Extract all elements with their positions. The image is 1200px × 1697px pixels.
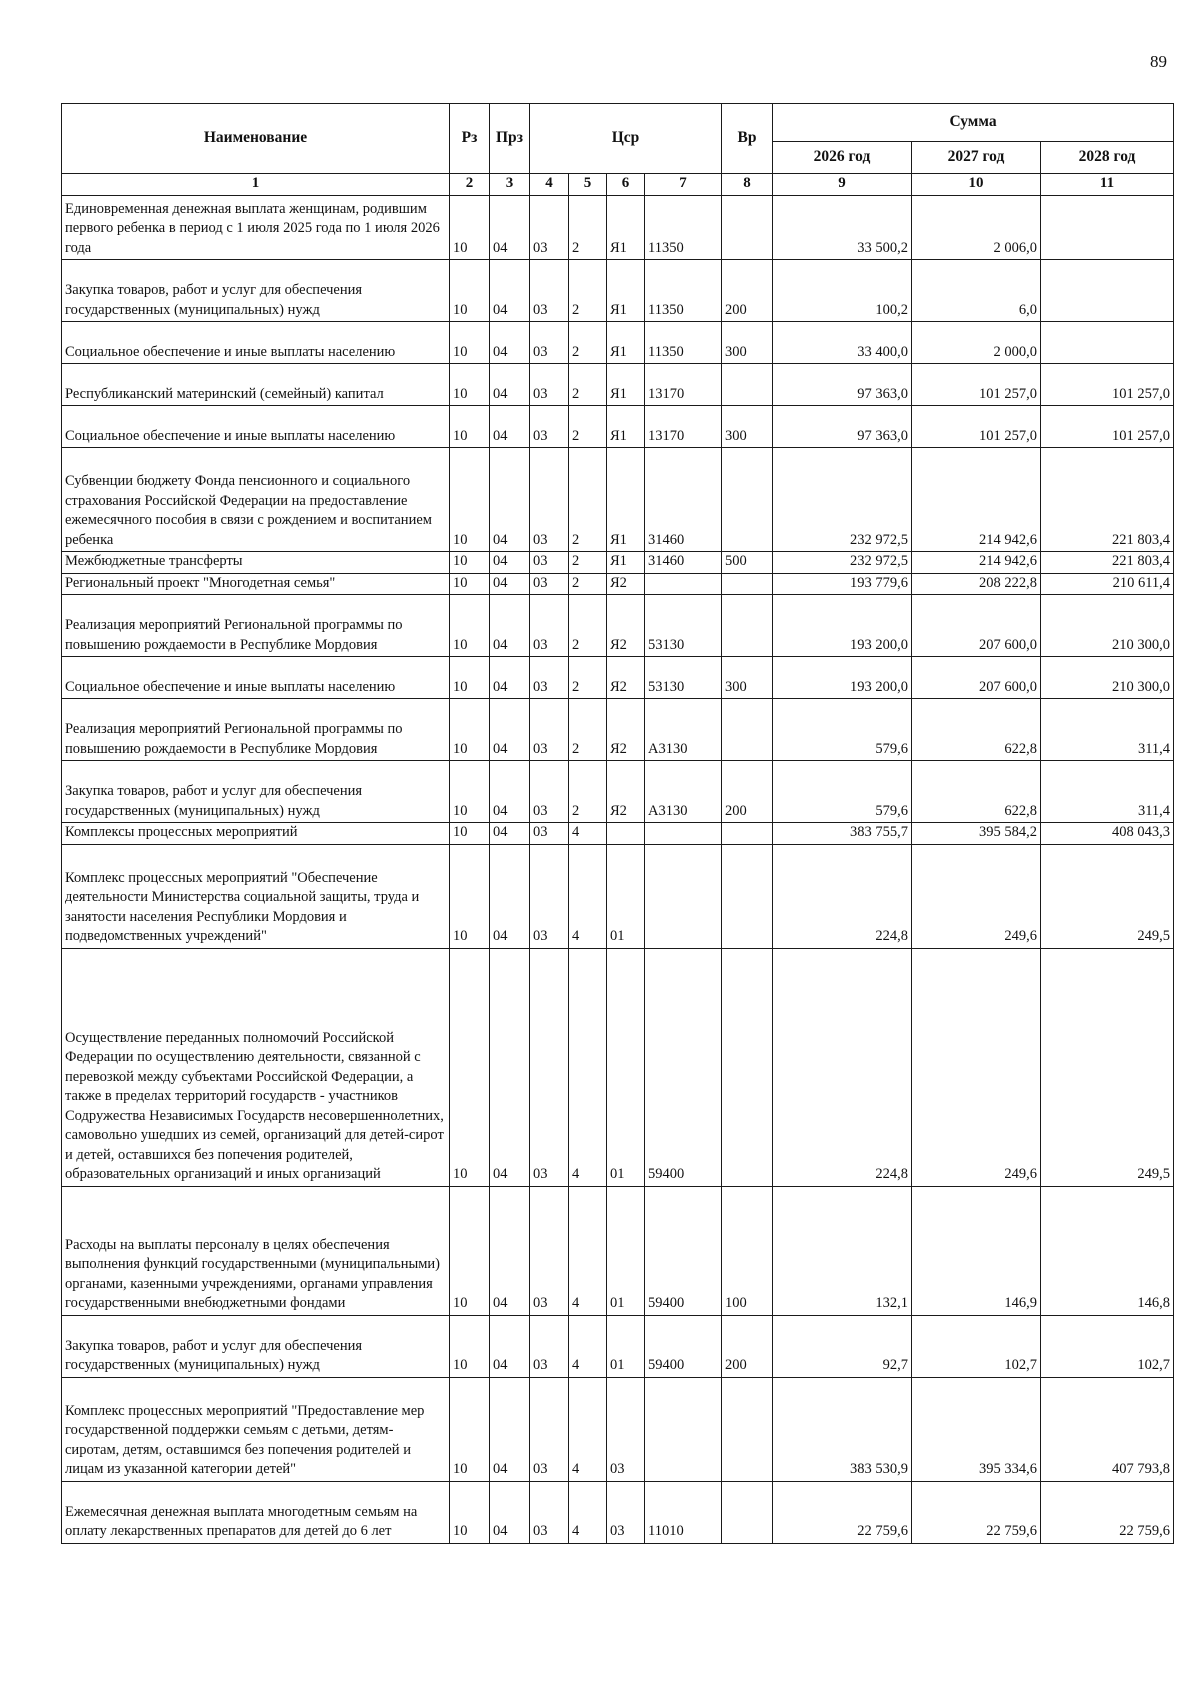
row-amount-2028: 407 793,8 xyxy=(1041,1377,1174,1481)
row-csr-4-cell: 03 xyxy=(530,322,569,364)
header-vr: Вр xyxy=(722,104,773,174)
header-name: Наименование xyxy=(62,104,450,174)
column-number: 7 xyxy=(645,174,722,196)
column-number: 6 xyxy=(607,174,645,196)
table-row xyxy=(62,823,1174,845)
row-csr-5-cell: 2 xyxy=(569,761,607,823)
table-row xyxy=(62,1481,1174,1543)
row-amount-2026: 232 972,5 xyxy=(773,448,912,552)
row-csr-7-cell: 59400 xyxy=(645,948,722,1186)
row-csr-4-cell: 03 xyxy=(530,573,569,595)
table-row xyxy=(62,761,1174,823)
row-name-cell: Ежемесячная денежная выплата многодетным семьям на оплату лекарственных препаратов для детей до 6 лет xyxy=(62,1481,450,1543)
table-row xyxy=(62,364,1174,406)
row-csr-6-cell: Я2 xyxy=(607,761,645,823)
row-amount-2027: 207 600,0 xyxy=(912,657,1041,699)
row-amount-2026: 92,7 xyxy=(773,1315,912,1377)
row-csr-7-cell: 11010 xyxy=(645,1481,722,1543)
row-csr-4-cell: 03 xyxy=(530,823,569,845)
row-csr-4-cell: 03 xyxy=(530,761,569,823)
row-amount-2027: 146,9 xyxy=(912,1186,1041,1315)
column-number: 5 xyxy=(569,174,607,196)
row-csr-5-cell: 2 xyxy=(569,699,607,761)
row-name-cell: Региональный проект "Многодетная семья" xyxy=(62,573,450,595)
row-rz-cell: 10 xyxy=(450,595,490,657)
row-amount-2027: 395 334,6 xyxy=(912,1377,1041,1481)
header-year-2026: 2026 год xyxy=(773,142,912,174)
column-number: 10 xyxy=(912,174,1041,196)
row-name-cell: Социальное обеспечение и иные выплаты населению xyxy=(62,657,450,699)
row-amount-2028: 22 759,6 xyxy=(1041,1481,1174,1543)
row-amount-2028: 210 300,0 xyxy=(1041,657,1174,699)
row-vr-cell: 200 xyxy=(722,761,773,823)
row-csr-6-cell: Я2 xyxy=(607,699,645,761)
table-header xyxy=(62,104,1174,196)
row-amount-2028: 221 803,4 xyxy=(1041,448,1174,552)
row-csr-4-cell: 03 xyxy=(530,948,569,1186)
row-name-cell: Межбюджетные трансферты xyxy=(62,552,450,574)
row-amount-2026: 33 400,0 xyxy=(773,322,912,364)
row-csr-4-cell: 03 xyxy=(530,1315,569,1377)
row-csr-4-cell: 03 xyxy=(530,364,569,406)
column-number: 1 xyxy=(62,174,450,196)
row-amount-2027: 6,0 xyxy=(912,260,1041,322)
header-year-2027: 2027 год xyxy=(912,142,1041,174)
row-csr-7-cell xyxy=(645,573,722,595)
row-rz-cell: 10 xyxy=(450,1315,490,1377)
row-csr-6-cell: Я1 xyxy=(607,552,645,574)
row-csr-7-cell xyxy=(645,1377,722,1481)
row-csr-6-cell: Я1 xyxy=(607,260,645,322)
row-prz-cell: 04 xyxy=(490,657,530,699)
row-rz-cell: 10 xyxy=(450,260,490,322)
row-name-cell: Субвенции бюджету Фонда пенсионного и социального страхования Российской Федерации на предоставление ежемесячного пособия в связи с рождением и воспитанием ребенка xyxy=(62,448,450,552)
row-prz-cell: 04 xyxy=(490,196,530,260)
row-amount-2026: 232 972,5 xyxy=(773,552,912,574)
row-amount-2026: 224,8 xyxy=(773,948,912,1186)
row-csr-5-cell: 4 xyxy=(569,1186,607,1315)
row-amount-2027: 249,6 xyxy=(912,844,1041,948)
row-csr-6-cell: Я2 xyxy=(607,573,645,595)
row-amount-2028: 311,4 xyxy=(1041,761,1174,823)
row-prz-cell: 04 xyxy=(490,595,530,657)
budget-table xyxy=(61,103,1174,1544)
row-csr-5-cell: 4 xyxy=(569,823,607,845)
row-csr-4-cell: 03 xyxy=(530,552,569,574)
row-csr-4-cell: 03 xyxy=(530,844,569,948)
table-row xyxy=(62,1377,1174,1481)
row-name-cell: Социальное обеспечение и иные выплаты населению xyxy=(62,322,450,364)
row-csr-6-cell: 03 xyxy=(607,1481,645,1543)
row-prz-cell: 04 xyxy=(490,844,530,948)
row-name-cell: Республиканский материнский (семейный) капитал xyxy=(62,364,450,406)
row-amount-2028: 101 257,0 xyxy=(1041,364,1174,406)
row-amount-2028: 221 803,4 xyxy=(1041,552,1174,574)
table-body xyxy=(62,196,1174,1544)
row-vr-cell xyxy=(722,448,773,552)
row-csr-7-cell: 31460 xyxy=(645,448,722,552)
row-name-cell: Комплекс процессных мероприятий "Предоставление мер государственной поддержки семьям с детьми, детям-сиротам, детям, оставшимся без попечения родителей и лицам из указанной категории детей" xyxy=(62,1377,450,1481)
row-csr-5-cell: 2 xyxy=(569,406,607,448)
row-amount-2028 xyxy=(1041,322,1174,364)
row-amount-2027: 101 257,0 xyxy=(912,364,1041,406)
row-rz-cell: 10 xyxy=(450,364,490,406)
row-rz-cell: 10 xyxy=(450,196,490,260)
row-csr-5-cell: 4 xyxy=(569,948,607,1186)
row-csr-5-cell: 2 xyxy=(569,573,607,595)
row-name-cell: Закупка товаров, работ и услуг для обеспечения государственных (муниципальных) нужд xyxy=(62,260,450,322)
row-amount-2028: 408 043,3 xyxy=(1041,823,1174,845)
row-amount-2028: 249,5 xyxy=(1041,948,1174,1186)
row-vr-cell: 200 xyxy=(722,1315,773,1377)
row-csr-4-cell: 03 xyxy=(530,1481,569,1543)
row-rz-cell: 10 xyxy=(450,657,490,699)
row-amount-2026: 22 759,6 xyxy=(773,1481,912,1543)
row-prz-cell: 04 xyxy=(490,260,530,322)
row-rz-cell: 10 xyxy=(450,448,490,552)
row-amount-2026: 100,2 xyxy=(773,260,912,322)
row-csr-5-cell: 2 xyxy=(569,657,607,699)
row-csr-6-cell: Я1 xyxy=(607,196,645,260)
row-csr-5-cell: 2 xyxy=(569,552,607,574)
row-amount-2028 xyxy=(1041,260,1174,322)
row-vr-cell xyxy=(722,699,773,761)
row-csr-5-cell: 4 xyxy=(569,1377,607,1481)
row-amount-2028: 249,5 xyxy=(1041,844,1174,948)
row-prz-cell: 04 xyxy=(490,699,530,761)
row-amount-2026: 224,8 xyxy=(773,844,912,948)
row-vr-cell: 300 xyxy=(722,406,773,448)
row-csr-7-cell: 11350 xyxy=(645,260,722,322)
row-vr-cell xyxy=(722,364,773,406)
table-row xyxy=(62,322,1174,364)
row-csr-5-cell: 4 xyxy=(569,844,607,948)
row-vr-cell: 100 xyxy=(722,1186,773,1315)
header-sum: Сумма xyxy=(773,104,1174,142)
row-csr-4-cell: 03 xyxy=(530,1186,569,1315)
row-csr-6-cell: 01 xyxy=(607,1315,645,1377)
table-row xyxy=(62,260,1174,322)
row-amount-2026: 132,1 xyxy=(773,1186,912,1315)
row-vr-cell xyxy=(722,573,773,595)
row-csr-7-cell xyxy=(645,823,722,845)
row-csr-7-cell: 59400 xyxy=(645,1186,722,1315)
row-vr-cell xyxy=(722,1377,773,1481)
row-amount-2027: 622,8 xyxy=(912,761,1041,823)
row-csr-4-cell: 03 xyxy=(530,595,569,657)
row-prz-cell: 04 xyxy=(490,552,530,574)
row-amount-2027: 207 600,0 xyxy=(912,595,1041,657)
row-vr-cell xyxy=(722,196,773,260)
row-csr-6-cell: Я1 xyxy=(607,322,645,364)
row-csr-7-cell: 53130 xyxy=(645,595,722,657)
table-row xyxy=(62,699,1174,761)
table-row xyxy=(62,1315,1174,1377)
row-vr-cell xyxy=(722,1481,773,1543)
row-name-cell: Единовременная денежная выплата женщинам, родившим первого ребенка в период с 1 июля 2025 года по 1 июля 2026 года xyxy=(62,196,450,260)
row-rz-cell: 10 xyxy=(450,844,490,948)
table-row xyxy=(62,406,1174,448)
row-csr-4-cell: 03 xyxy=(530,699,569,761)
row-amount-2027: 395 584,2 xyxy=(912,823,1041,845)
row-prz-cell: 04 xyxy=(490,1186,530,1315)
row-csr-7-cell: 13170 xyxy=(645,406,722,448)
row-amount-2026: 383 755,7 xyxy=(773,823,912,845)
row-rz-cell: 10 xyxy=(450,1186,490,1315)
row-csr-7-cell: 31460 xyxy=(645,552,722,574)
row-amount-2027: 249,6 xyxy=(912,948,1041,1186)
row-prz-cell: 04 xyxy=(490,322,530,364)
row-csr-7-cell: А3130 xyxy=(645,699,722,761)
table-row xyxy=(62,196,1174,260)
row-amount-2026: 97 363,0 xyxy=(773,406,912,448)
row-prz-cell: 04 xyxy=(490,761,530,823)
row-csr-5-cell: 2 xyxy=(569,260,607,322)
row-rz-cell: 10 xyxy=(450,948,490,1186)
row-csr-7-cell: 11350 xyxy=(645,322,722,364)
row-csr-5-cell: 2 xyxy=(569,595,607,657)
header-csr: Цср xyxy=(530,104,722,174)
row-csr-5-cell: 4 xyxy=(569,1481,607,1543)
row-csr-4-cell: 03 xyxy=(530,260,569,322)
column-number: 4 xyxy=(530,174,569,196)
row-csr-6-cell: 03 xyxy=(607,1377,645,1481)
header-rz: Рз xyxy=(450,104,490,174)
row-csr-7-cell: 53130 xyxy=(645,657,722,699)
row-csr-6-cell: Я1 xyxy=(607,448,645,552)
column-number: 11 xyxy=(1041,174,1174,196)
row-prz-cell: 04 xyxy=(490,448,530,552)
row-vr-cell: 300 xyxy=(722,322,773,364)
row-vr-cell xyxy=(722,595,773,657)
row-amount-2028: 210 611,4 xyxy=(1041,573,1174,595)
row-rz-cell: 10 xyxy=(450,761,490,823)
row-vr-cell: 500 xyxy=(722,552,773,574)
page-number: 89 xyxy=(1150,52,1167,71)
row-amount-2026: 193 200,0 xyxy=(773,657,912,699)
table-row xyxy=(62,595,1174,657)
row-amount-2028: 311,4 xyxy=(1041,699,1174,761)
row-prz-cell: 04 xyxy=(490,573,530,595)
row-amount-2028: 146,8 xyxy=(1041,1186,1174,1315)
row-csr-7-cell xyxy=(645,844,722,948)
row-csr-7-cell: 11350 xyxy=(645,196,722,260)
row-amount-2026: 193 779,6 xyxy=(773,573,912,595)
table-row xyxy=(62,552,1174,574)
row-prz-cell: 04 xyxy=(490,1315,530,1377)
column-number: 9 xyxy=(773,174,912,196)
row-amount-2027: 102,7 xyxy=(912,1315,1041,1377)
row-csr-6-cell: Я2 xyxy=(607,657,645,699)
row-vr-cell xyxy=(722,948,773,1186)
row-amount-2027: 208 222,8 xyxy=(912,573,1041,595)
row-amount-2028: 102,7 xyxy=(1041,1315,1174,1377)
table-row xyxy=(62,948,1174,1186)
row-name-cell: Комплексы процессных мероприятий xyxy=(62,823,450,845)
row-name-cell: Осуществление переданных полномочий Российской Федерации по осуществлению деятельности, связанной с перевозкой между субъектами Российской Федерации, а также в пределах территорий государств - участников Содружества Независимых Государств несовершеннолетних, самовольно ушедших из семей, организаций для детей-сирот и детей, оставшихся без попечения родителей, образовательных организаций и иных организаций xyxy=(62,948,450,1186)
row-name-cell: Расходы на выплаты персоналу в целях обеспечения выполнения функций государственными (муниципальными) органами, казенными учреждениями, органами управления государственными внебюджетными фондами xyxy=(62,1186,450,1315)
row-rz-cell: 10 xyxy=(450,406,490,448)
row-csr-4-cell: 03 xyxy=(530,1377,569,1481)
row-rz-cell: 10 xyxy=(450,552,490,574)
row-amount-2026: 33 500,2 xyxy=(773,196,912,260)
row-prz-cell: 04 xyxy=(490,364,530,406)
row-amount-2026: 193 200,0 xyxy=(773,595,912,657)
row-csr-4-cell: 03 xyxy=(530,448,569,552)
row-prz-cell: 04 xyxy=(490,1481,530,1543)
row-rz-cell: 10 xyxy=(450,322,490,364)
row-name-cell: Реализация мероприятий Региональной программы по повышению рождаемости в Республике Мордовия xyxy=(62,595,450,657)
row-vr-cell: 200 xyxy=(722,260,773,322)
row-csr-7-cell: А3130 xyxy=(645,761,722,823)
row-csr-7-cell: 13170 xyxy=(645,364,722,406)
row-csr-6-cell: 01 xyxy=(607,844,645,948)
row-csr-6-cell: 01 xyxy=(607,1186,645,1315)
row-amount-2027: 101 257,0 xyxy=(912,406,1041,448)
header-prz: Прз xyxy=(490,104,530,174)
header-year-2028: 2028 год xyxy=(1041,142,1174,174)
row-csr-7-cell: 59400 xyxy=(645,1315,722,1377)
table-row xyxy=(62,657,1174,699)
row-rz-cell: 10 xyxy=(450,699,490,761)
row-rz-cell: 10 xyxy=(450,1481,490,1543)
column-number: 2 xyxy=(450,174,490,196)
row-vr-cell: 300 xyxy=(722,657,773,699)
row-csr-6-cell: Я2 xyxy=(607,595,645,657)
row-csr-6-cell: Я1 xyxy=(607,364,645,406)
table-row xyxy=(62,1186,1174,1315)
row-amount-2027: 2 006,0 xyxy=(912,196,1041,260)
row-amount-2026: 579,6 xyxy=(773,761,912,823)
row-name-cell: Реализация мероприятий Региональной программы по повышению рождаемости в Республике Мордовия xyxy=(62,699,450,761)
column-number: 3 xyxy=(490,174,530,196)
row-amount-2027: 22 759,6 xyxy=(912,1481,1041,1543)
row-rz-cell: 10 xyxy=(450,1377,490,1481)
row-csr-6-cell: 01 xyxy=(607,948,645,1186)
row-prz-cell: 04 xyxy=(490,948,530,1186)
row-amount-2028: 210 300,0 xyxy=(1041,595,1174,657)
column-number: 8 xyxy=(722,174,773,196)
row-csr-5-cell: 2 xyxy=(569,196,607,260)
table-row xyxy=(62,448,1174,552)
row-csr-5-cell: 2 xyxy=(569,448,607,552)
row-csr-6-cell: Я1 xyxy=(607,406,645,448)
row-csr-4-cell: 03 xyxy=(530,196,569,260)
table-row xyxy=(62,844,1174,948)
row-amount-2027: 214 942,6 xyxy=(912,448,1041,552)
row-csr-5-cell: 2 xyxy=(569,364,607,406)
row-amount-2027: 214 942,6 xyxy=(912,552,1041,574)
row-rz-cell: 10 xyxy=(450,823,490,845)
row-name-cell: Закупка товаров, работ и услуг для обеспечения государственных (муниципальных) нужд xyxy=(62,1315,450,1377)
row-amount-2026: 383 530,9 xyxy=(773,1377,912,1481)
row-csr-5-cell: 2 xyxy=(569,322,607,364)
row-name-cell: Социальное обеспечение и иные выплаты населению xyxy=(62,406,450,448)
row-name-cell: Закупка товаров, работ и услуг для обеспечения государственных (муниципальных) нужд xyxy=(62,761,450,823)
row-vr-cell xyxy=(722,823,773,845)
column-number-row xyxy=(62,174,1174,196)
row-csr-5-cell: 4 xyxy=(569,1315,607,1377)
row-prz-cell: 04 xyxy=(490,1377,530,1481)
table-row xyxy=(62,573,1174,595)
row-csr-6-cell xyxy=(607,823,645,845)
row-amount-2028: 101 257,0 xyxy=(1041,406,1174,448)
row-amount-2026: 579,6 xyxy=(773,699,912,761)
row-rz-cell: 10 xyxy=(450,573,490,595)
row-vr-cell xyxy=(722,844,773,948)
row-amount-2027: 2 000,0 xyxy=(912,322,1041,364)
row-amount-2027: 622,8 xyxy=(912,699,1041,761)
row-prz-cell: 04 xyxy=(490,406,530,448)
row-csr-4-cell: 03 xyxy=(530,406,569,448)
row-name-cell: Комплекс процессных мероприятий "Обеспечение деятельности Министерства социальной защиты, труда и занятости населения Республики Мордовия и подведомственных учреждений" xyxy=(62,844,450,948)
row-amount-2026: 97 363,0 xyxy=(773,364,912,406)
row-amount-2028 xyxy=(1041,196,1174,260)
row-csr-4-cell: 03 xyxy=(530,657,569,699)
row-prz-cell: 04 xyxy=(490,823,530,845)
